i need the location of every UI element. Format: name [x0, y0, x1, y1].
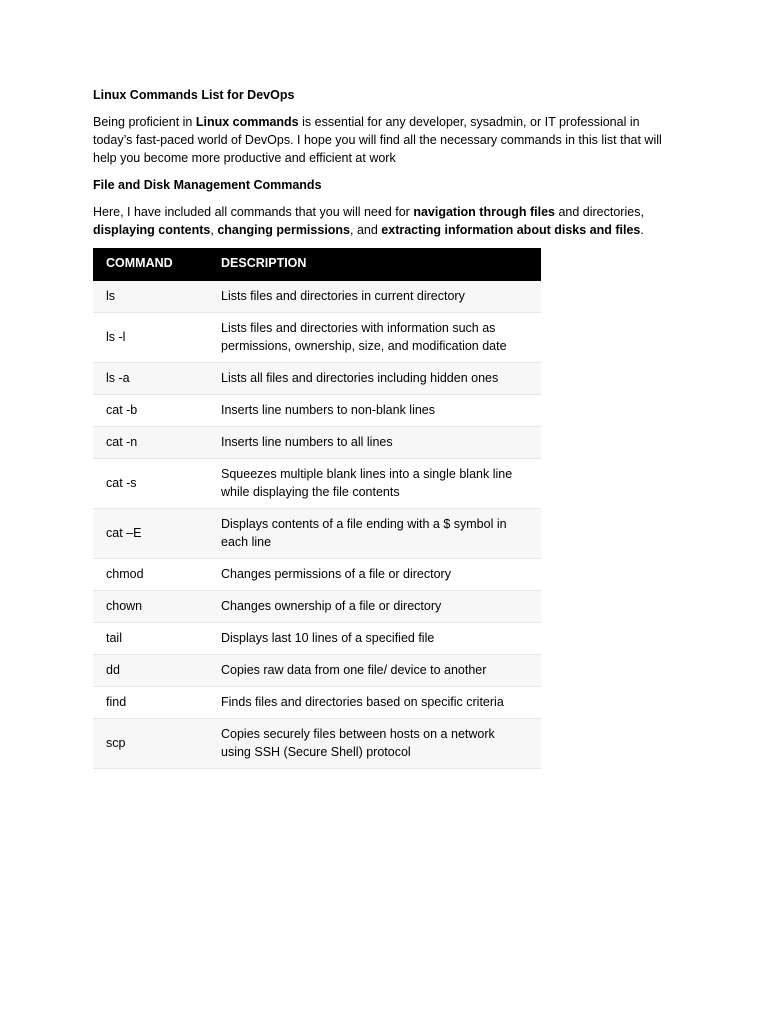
table-row: [93, 395, 541, 427]
section-intro-text-3: ,: [210, 223, 218, 237]
cell-description: Changes ownership of a file or directory: [221, 591, 541, 623]
cell-command: ls: [93, 281, 221, 313]
cell-command: find: [93, 687, 221, 719]
intro-text-1: Being proficient in: [93, 115, 196, 129]
document-title: Linux Commands List for DevOps: [93, 88, 295, 102]
cell-description: Inserts line numbers to all lines: [221, 427, 541, 459]
cell-description: Changes permissions of a file or directory: [221, 559, 541, 591]
section-intro-text-1: Here, I have included all commands that you will need for: [93, 205, 414, 219]
section-intro-text-4: , and: [350, 223, 382, 237]
intro-paragraph: [93, 113, 673, 167]
document-page: [93, 86, 673, 769]
cell-command: cat –E: [93, 509, 221, 559]
table-body: [93, 281, 541, 769]
table-row: [93, 427, 541, 459]
table-row: [93, 459, 541, 509]
cell-description: Lists files and directories with information such as permissions, ownership, size, and modification date: [221, 313, 541, 363]
table-row: [93, 623, 541, 655]
table-row: [93, 655, 541, 687]
section-intro-bold-2: displaying contents: [93, 223, 211, 237]
cell-command: ls -l: [93, 313, 221, 363]
table-row: [93, 559, 541, 591]
cell-command: ls -a: [93, 363, 221, 395]
commands-table: [93, 248, 541, 769]
table-row: [93, 687, 541, 719]
cell-description: Inserts line numbers to non-blank lines: [221, 395, 541, 427]
cell-description: Finds files and directories based on specific criteria: [221, 687, 541, 719]
section-intro-bold-3: changing permissions: [217, 223, 351, 237]
header-command: COMMAND: [93, 248, 221, 281]
cell-description: Displays contents of a file ending with a $ symbol in each line: [221, 509, 541, 559]
cell-description: Lists all files and directories including hidden ones: [221, 363, 541, 395]
cell-command: cat -s: [93, 459, 221, 509]
cell-command: chmod: [93, 559, 221, 591]
section-title: File and Disk Management Commands: [93, 178, 322, 192]
intro-bold-1: Linux commands: [195, 115, 299, 129]
table-row: [93, 509, 541, 559]
section-intro-text-2: and directories,: [554, 205, 644, 219]
table-row: [93, 719, 541, 769]
cell-description: Copies raw data from one file/ device to another: [221, 655, 541, 687]
cell-command: dd: [93, 655, 221, 687]
table-row: [93, 363, 541, 395]
table-row: [93, 313, 541, 363]
table-row: [93, 591, 541, 623]
cell-command: chown: [93, 591, 221, 623]
cell-command: cat -b: [93, 395, 221, 427]
table-row: [93, 281, 541, 313]
cell-description: Squeezes multiple blank lines into a single blank line while displaying the file contents: [221, 459, 541, 509]
cell-command: tail: [93, 623, 221, 655]
cell-description: Displays last 10 lines of a specified file: [221, 623, 541, 655]
section-intro-paragraph: [93, 203, 673, 239]
table-header-row: [93, 248, 541, 281]
section-intro-bold-4: extracting information about disks and files: [381, 223, 641, 237]
cell-command: scp: [93, 719, 221, 769]
section-intro-text-5: .: [640, 223, 644, 237]
section-intro-bold-1: navigation through files: [413, 205, 555, 219]
cell-command: cat -n: [93, 427, 221, 459]
intro-text-2: is essential for any developer, sysadmin, or IT professional in today’s fast-paced world of DevOps. I hope you will find all the necessary commands in this list that will help you become more productive and efficient at work: [93, 115, 662, 165]
cell-description: Copies securely files between hosts on a network using SSH (Secure Shell) protocol: [221, 719, 541, 769]
cell-description: Lists files and directories in current directory: [221, 281, 541, 313]
header-description: DESCRIPTION: [221, 248, 541, 281]
